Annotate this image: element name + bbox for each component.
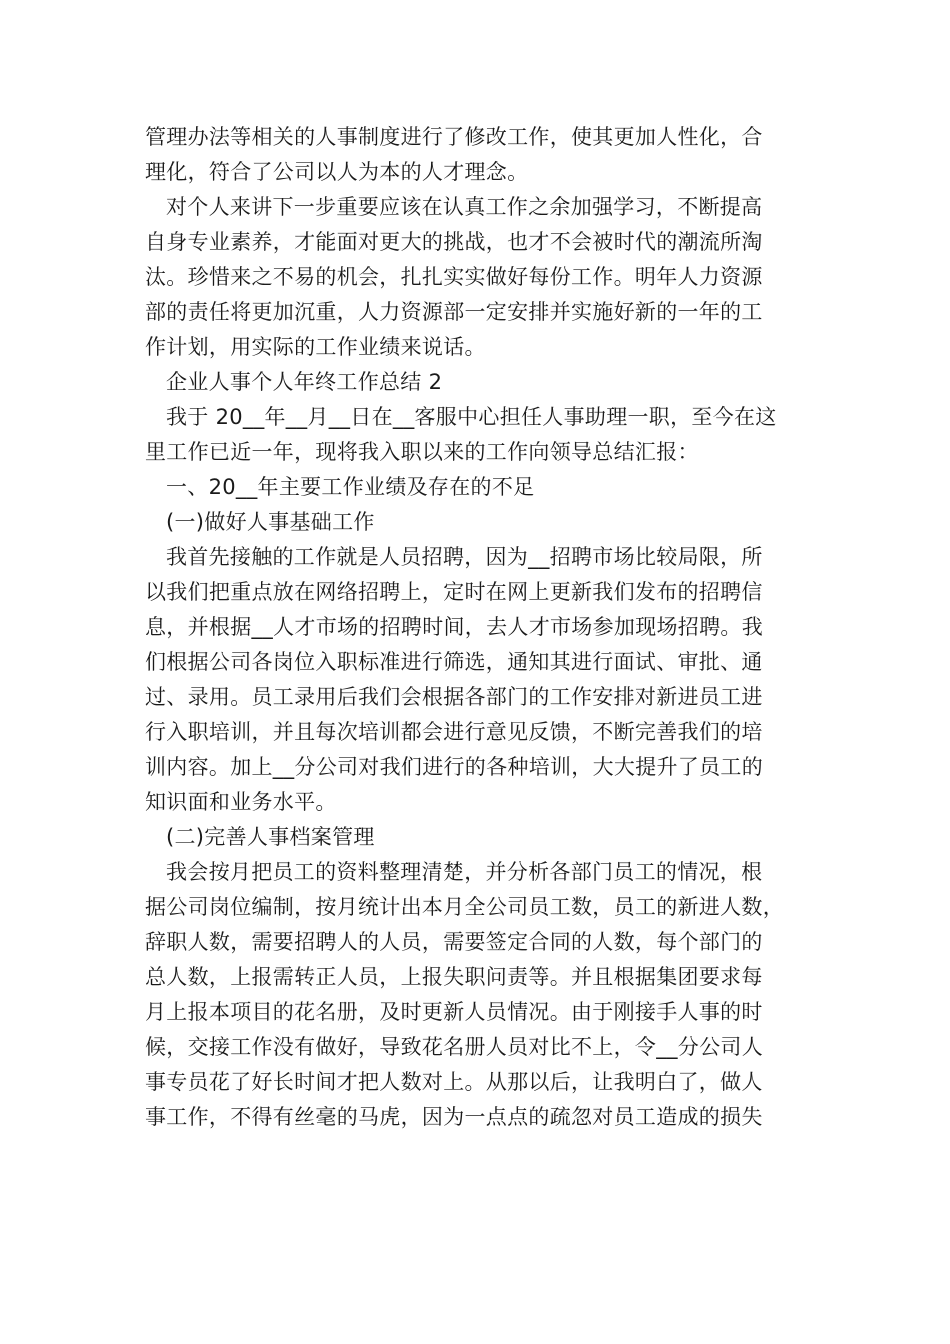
- text-line: 里工作已近一年，现将我入职以来的工作向领导总结汇报：: [145, 440, 699, 464]
- document-body: [145, 120, 805, 1135]
- text-line: 部的责任将更加沉重，人力资源部一定安排并实施好新的一年的工: [145, 300, 763, 324]
- text-line: 我会按月把员工的资料整理清楚，并分析各部门员工的情况，根: [166, 860, 763, 884]
- text-line: 总人数，上报需转正人员，上报失职问责等。并且根据集团要求每: [145, 965, 763, 989]
- text-line: 我首先接触的工作就是人员招聘，因为__招聘市场比较局限，所: [166, 545, 763, 569]
- text-line: (二)完善人事档案管理: [166, 825, 375, 849]
- text-line: 以我们把重点放在网络招聘上，定时在网上更新我们发布的招聘信: [145, 580, 763, 604]
- text-line: (一)做好人事基础工作: [166, 510, 375, 534]
- text-line: 汰。珍惜来之不易的机会，扎扎实实做好每份工作。明年人力资源: [145, 265, 763, 289]
- text-line: 我于 20__年__月__日在__客服中心担任人事助理一职，至今在这: [166, 405, 777, 429]
- text-line: 作计划，用实际的工作业绩来说话。: [145, 335, 486, 359]
- text-line: 知识面和业务水平。: [145, 790, 337, 814]
- text-line: 对个人来讲下一步重要应该在认真工作之余加强学习，不断提高: [166, 195, 763, 219]
- text-line: 一、20__年主要工作业绩及存在的不足: [166, 475, 535, 499]
- text-line: 理化，符合了公司以人为本的人才理念。: [145, 160, 529, 184]
- text-line: 辞职人数，需要招聘人的人员，需要签定合同的人数，每个部门的: [145, 930, 763, 954]
- text-line: 事工作，不得有丝毫的马虎，因为一点点的疏忽对员工造成的损失: [145, 1105, 763, 1129]
- text-line: 企业人事个人年终工作总结 2: [166, 370, 443, 394]
- text-line: 事专员花了好长时间才把人数对上。从那以后，让我明白了，做人: [145, 1070, 763, 1094]
- text-line: 训内容。加上__分公司对我们进行的各种培训，大大提升了员工的: [145, 755, 763, 779]
- text-line: 息，并根据__人才市场的招聘时间，去人才市场参加现场招聘。我: [145, 615, 763, 639]
- text-line: 据公司岗位编制，按月统计出本月全公司员工数，员工的新进人数，: [145, 895, 784, 919]
- text-line: 们根据公司各岗位入职标准进行筛选，通知其进行面试、审批、通: [145, 650, 763, 674]
- text-line: 管理办法等相关的人事制度进行了修改工作，使其更加人性化，合: [145, 125, 763, 149]
- text-line: 过、录用。员工录用后我们会根据各部门的工作安排对新进员工进: [145, 685, 763, 709]
- text-line: 自身专业素养，才能面对更大的挑战，也才不会被时代的潮流所淘: [145, 230, 763, 254]
- text-line: 行入职培训，并且每次培训都会进行意见反馈，不断完善我们的培: [145, 720, 763, 744]
- text-line: 候，交接工作没有做好，导致花名册人员对比不上，令__分公司人: [145, 1035, 763, 1059]
- text-line: 月上报本项目的花名册，及时更新人员情况。由于刚接手人事的时: [145, 1000, 763, 1024]
